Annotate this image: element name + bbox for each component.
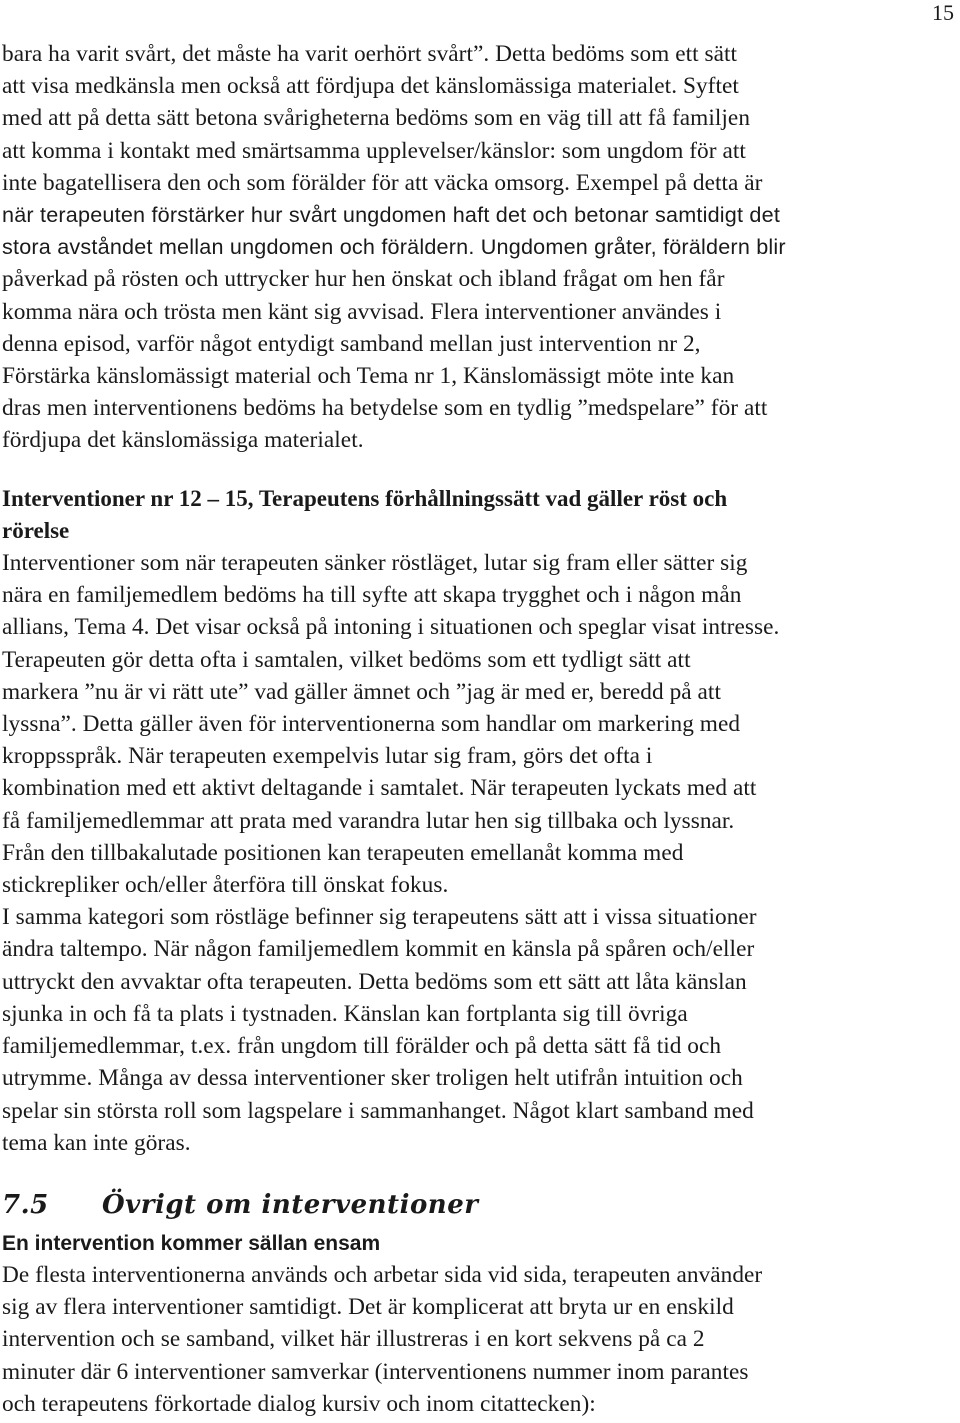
text-line: intervention och se samband, vilket här illustreras i en kort sekvens på ca 2 bbox=[2, 1326, 705, 1353]
text-line: påverkad på rösten och uttrycker hur hen önskat och ibland frågat om hen får bbox=[2, 266, 725, 293]
text-line: spelar sin största roll som lagspelare i sammanhanget. Något klart samband med bbox=[2, 1097, 754, 1124]
heading-line: rörelse bbox=[2, 517, 70, 543]
text-line: fördjupa det känslomässiga materialet. bbox=[2, 427, 364, 454]
text-line: att visa medkänsla men också att fördjupa det känslomässiga materialet. Syftet bbox=[2, 73, 739, 100]
text-line: uttryckt den avvaktar ofta terapeuten. Detta bedöms som ett sätt att låta känslan bbox=[2, 968, 747, 995]
section-heading bbox=[2, 1181, 902, 1229]
text-line: Från den tillbakalutade positionen kan terapeuten emellanåt komma med bbox=[2, 839, 684, 866]
text-line: markera ”nu är vi rätt ute” vad gäller ämnet och ”jag är med er, beredd på att bbox=[2, 678, 721, 705]
heading-line: Interventioner nr 12 – 15, Terapeutens förhållningssätt vad gäller röst och bbox=[2, 485, 728, 511]
text-line: De flesta interventionerna används och arbetar sida vid sida, terapeuten använder bbox=[2, 1261, 763, 1288]
text-line: I samma kategori som röstläge befinner sig terapeutens sätt att i vissa situationer bbox=[2, 904, 757, 931]
text-line: att komma i kontakt med smärtsamma upplevelser/känslor: som ungdom för att bbox=[2, 137, 746, 164]
text-line: och terapeutens förkortade dialog kursiv och inom citattecken): bbox=[2, 1390, 596, 1417]
text-line: ändra taltempo. När någon familjemedlem kommit en känsla på spåren och/eller bbox=[2, 936, 755, 963]
text-line: Förstärka känslomässigt material och Tema nr 1, Känslomässigt möte inte kan bbox=[2, 363, 735, 390]
section-number: 7.5 bbox=[2, 1189, 49, 1220]
text-line: nära en familjemedlem bedöms ha till syfte att skapa trygghet och i någon mån bbox=[2, 582, 742, 609]
section-title: Övrigt om interventioner bbox=[102, 1189, 479, 1220]
heading-interventions-12-15 bbox=[2, 483, 902, 547]
text-line: stora avståndet mellan ungdomen och föräldern. Ungdomen gråter, föräldern blir bbox=[2, 234, 786, 260]
text-line: familjemedlemmar, t.ex. från ungdom till förälder och på detta sätt få tid och bbox=[2, 1033, 722, 1060]
text-line: med att på detta sätt betona svårigheterna bedöms som en väg till att få familjen bbox=[2, 105, 751, 132]
text-line: Terapeuten gör detta ofta i samtalen, vilket bedöms som ett tydligt sätt att bbox=[2, 646, 691, 673]
paragraph-1 bbox=[2, 38, 902, 457]
page-content bbox=[2, 38, 902, 1420]
text-line: inte bagatellisera den och som förälder för att väcka omsorg. Exempel på detta är bbox=[2, 169, 763, 196]
text-line: utrymme. Många av dessa interventioner sker troligen helt utifrån intuition och bbox=[2, 1065, 743, 1092]
text-line: sjunka in och få ta plats i tystnaden. Känslan kan fortplanta sig till övriga bbox=[2, 1000, 688, 1027]
text-line: minuter där 6 interventioner samverkar (interventionens nummer inom parantes bbox=[2, 1358, 749, 1385]
text-line: tema kan inte göras. bbox=[2, 1129, 191, 1156]
text-line: när terapeuten förstärker hur svårt ungdomen haft det och betonar samtidigt det bbox=[2, 202, 781, 228]
paragraph-4 bbox=[2, 1259, 902, 1420]
subheading: En intervention kommer sällan ensam bbox=[2, 1231, 381, 1255]
paragraph-2 bbox=[2, 547, 902, 901]
text-line: kroppsspråk. När terapeuten exempelvis lutar sig fram, görs det ofta i bbox=[2, 743, 653, 770]
text-line: sig av flera interventioner samtidigt. Det är komplicerat att bryta ur en enskild bbox=[2, 1294, 734, 1321]
text-line: allians, Tema 4. Det visar också på intoning i situationen och speglar visat intresse. bbox=[2, 614, 780, 641]
text-line: bara ha varit svårt, det måste ha varit oerhört svårt”. Detta bedöms som ett sätt bbox=[2, 41, 738, 67]
text-line: Interventioner som när terapeuten sänker röstläget, lutar sig fram eller sätter sig bbox=[2, 550, 748, 577]
page-number: 15 bbox=[932, 0, 954, 25]
text-line: komma nära och trösta men känt sig avvisad. Flera interventioner användes i bbox=[2, 298, 722, 325]
text-line: kombination med ett aktivt deltagande i samtalet. När terapeuten lyckats med att bbox=[2, 775, 757, 802]
spacer bbox=[2, 457, 902, 483]
text-line: denna episod, varför något entydigt samband mellan just intervention nr 2, bbox=[2, 330, 701, 357]
text-line: stickrepliker och/eller återföra till önskat fokus. bbox=[2, 872, 449, 899]
paragraph-3 bbox=[2, 901, 902, 1159]
text-line: lyssna”. Detta gäller även för interventionerna som handlar om markering med bbox=[2, 711, 741, 738]
text-line: få familjemedlemmar att prata med varandra lutar hen sig tillbaka och lyssnar. bbox=[2, 807, 735, 834]
text-line: dras men interventionens bedöms ha betydelse som en tydlig ”medspelare” för att bbox=[2, 395, 768, 422]
